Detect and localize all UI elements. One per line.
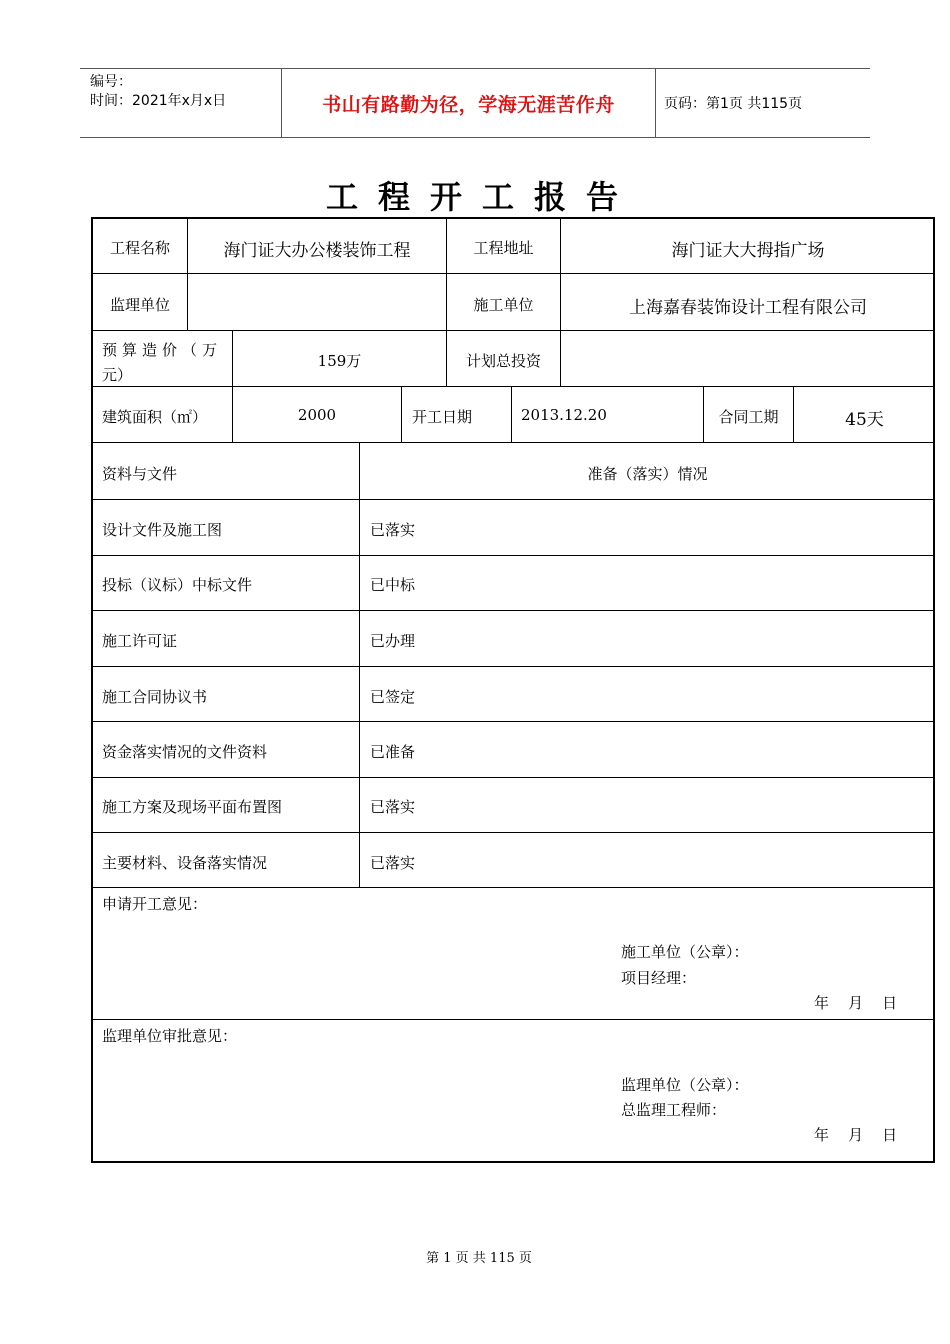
application-seal: 施工单位（公章）： [621, 943, 749, 961]
contractor-value: 上海嘉春装饰设计工程有限公司 [629, 298, 867, 318]
doc-status-5: 已准备 [370, 743, 416, 761]
start-date-label: 开工日期 [412, 408, 473, 426]
doc-status-1: 已落实 [370, 521, 416, 539]
doc-item-4: 施工合同协议书 [102, 688, 208, 706]
budget-label-line1: 预算造价（万 [102, 341, 223, 359]
supervisor-label: 监理单位 [109, 296, 170, 314]
document-title: 工程开工报告 [325, 178, 638, 216]
doc-status-6: 已落实 [370, 798, 416, 816]
project-address-label: 工程地址 [473, 239, 534, 257]
report-form [91, 217, 935, 1163]
status-header: 准备（落实）情况 [587, 465, 708, 483]
doc-item-1: 设计文件及施工图 [102, 521, 223, 539]
contract-period-label: 合同工期 [718, 408, 779, 426]
doc-item-5: 资金落实情况的文件资料 [102, 743, 268, 761]
contract-period-value: 45天 [845, 410, 884, 430]
approval-seal: 监理单位（公章）： [621, 1076, 749, 1094]
start-date-value: 2013.12.20 [521, 406, 607, 424]
doc-item-2: 投标（议标）中标文件 [102, 576, 253, 594]
project-address-value: 海门证大大拇指广场 [671, 241, 825, 261]
page-footer: 第 1 页 共 115 页 [426, 1251, 532, 1266]
planned-investment-label: 计划总投资 [465, 352, 541, 370]
page-header [80, 68, 870, 138]
approval-manager: 总监理工程师： [621, 1101, 727, 1119]
project-name-value: 海门证大办公楼装饰工程 [223, 241, 411, 261]
application-manager: 项目经理： [621, 969, 697, 987]
doc-item-7: 主要材料、设备落实情况 [102, 854, 268, 872]
header-meta [80, 69, 281, 137]
header-motto-cell [281, 69, 656, 137]
header-motto: 书山有路勤为径，学海无涯苦作舟 [322, 93, 615, 116]
application-date: 年 月 日 [814, 994, 898, 1012]
document-number: 编号： [90, 74, 132, 90]
budget-label-line2: 元） [102, 366, 133, 384]
doc-item-6: 施工方案及现场平面布置图 [102, 798, 283, 816]
docs-header: 资料与文件 [102, 465, 178, 483]
doc-status-4: 已签定 [370, 688, 416, 706]
doc-item-3: 施工许可证 [102, 632, 178, 650]
doc-status-7: 已落实 [370, 854, 416, 872]
application-label: 申请开工意见： [102, 895, 208, 913]
approval-date: 年 月 日 [814, 1126, 898, 1144]
budget-value: 159万 [317, 352, 362, 370]
header-page-info: 页码：第1页 共115页 [664, 96, 803, 112]
project-name-label: 工程名称 [109, 239, 170, 257]
approval-label: 监理单位审批意见： [102, 1027, 238, 1045]
doc-status-2: 已中标 [370, 576, 416, 594]
area-label: 建筑面积（㎡） [102, 408, 208, 426]
document-time: 时间：2021年x月x日 [90, 93, 227, 109]
area-value: 2000 [297, 406, 337, 424]
doc-status-3: 已办理 [370, 632, 416, 650]
contractor-label: 施工单位 [473, 296, 534, 314]
